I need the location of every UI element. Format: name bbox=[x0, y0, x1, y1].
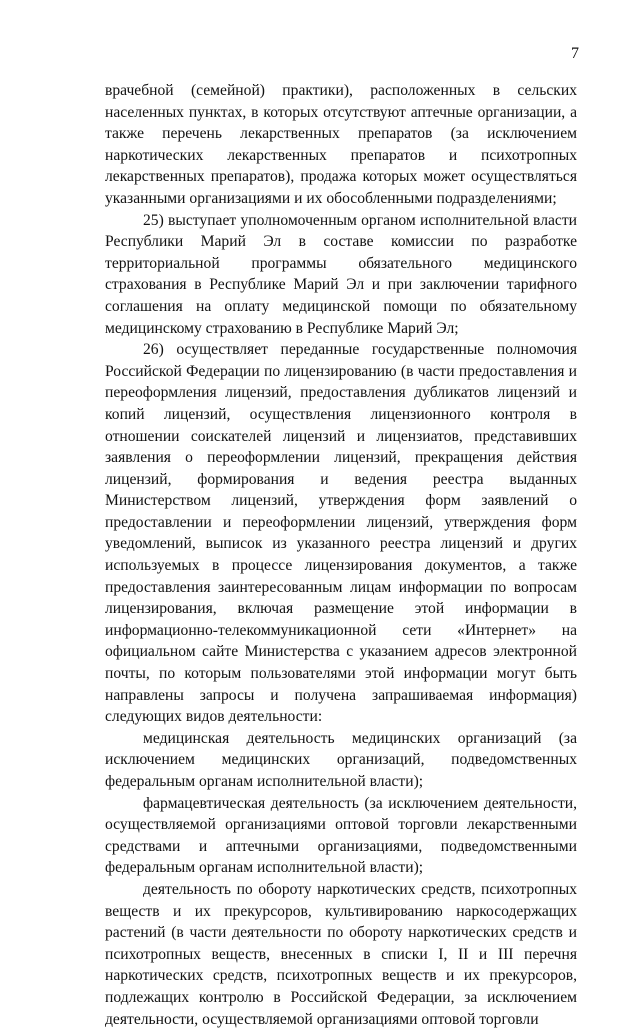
paragraph-continuation: врачебной (семейной) практики), расположенных в сельских населенных пунктах, в которых отсутствуют аптечные организации, а также перечень лекарственных препаратов (за исключением наркотических лекарственных препаратов и психотропных лекарственных препаратов), продажа которых может осуществляться указанными организациями и их обособленными подразделениями; bbox=[105, 82, 577, 207]
document-body bbox=[105, 80, 577, 1030]
paragraph-medical-activity: медицинская деятельность медицинских организаций (за исключением медицинских организаций, подведомственных федеральным органам исполнительной власти); bbox=[105, 729, 577, 790]
paragraph-pharmaceutical-activity: фармацевтическая деятельность (за исключением деятельности, осуществляемой организациями оптовой торговли лекарственными средствами и аптечными организациями, подведомственными федеральным органам исполнительной власти); bbox=[105, 794, 577, 877]
paragraph-narcotics-activity: деятельность по обороту наркотических средств, психотропных веществ и их прекурсоров, культивированию наркосодержащих растений (в части деятельности по обороту наркотических средств и психотропных веществ, внесенных в списки I, II и III перечня наркотических средств, психотропных веществ и их прекурсоров, подлежащих контролю в Российской Федерации, за исключением деятельности, осуществляемой организациями оптовой торговли bbox=[105, 880, 577, 1028]
page-number: 7 bbox=[571, 45, 579, 62]
paragraph-item-25: 25) выступает уполномоченным органом исполнительной власти Республики Марий Эл в составе комиссии по разработке территориальной программы обязательного медицинского страхования в Республике Марий Эл и при заключении тарифного соглашения на оплату медицинской помощи по обязательному медицинскому страхованию в Республике Марий Эл; bbox=[105, 211, 577, 337]
paragraph-item-26: 26) осуществляет переданные государственные полномочия Российской Федерации по лицензированию (в части предоставления и переоформления лицензий, предоставления дубликатов лицензий и копий лицензий, осуществления лицензионного контроля в отношении соискателей лицензий и лицензиатов, представивших заявления о переоформлении лицензий, прекращения действия лицензий, формирования и ведения реестра выданных Министерством лицензий, утверждения форм заявлений о предоставлении и переоформлении лицензий, утверждения форм уведомлений, выписок из указанного реестра лицензий и других используемых в процессе лицензирования документов, а также предоставления заинтересованным лицам информации по вопросам лицензирования, включая размещение этой информации в информационно-телекоммуникационной сети «Интернет» на официальном сайте Министерства с указанием адресов электронной почты, по которым пользователями этой информации могут быть направлены запросы и получена запрашиваемая информация) следующих видов деятельности: bbox=[105, 341, 577, 726]
